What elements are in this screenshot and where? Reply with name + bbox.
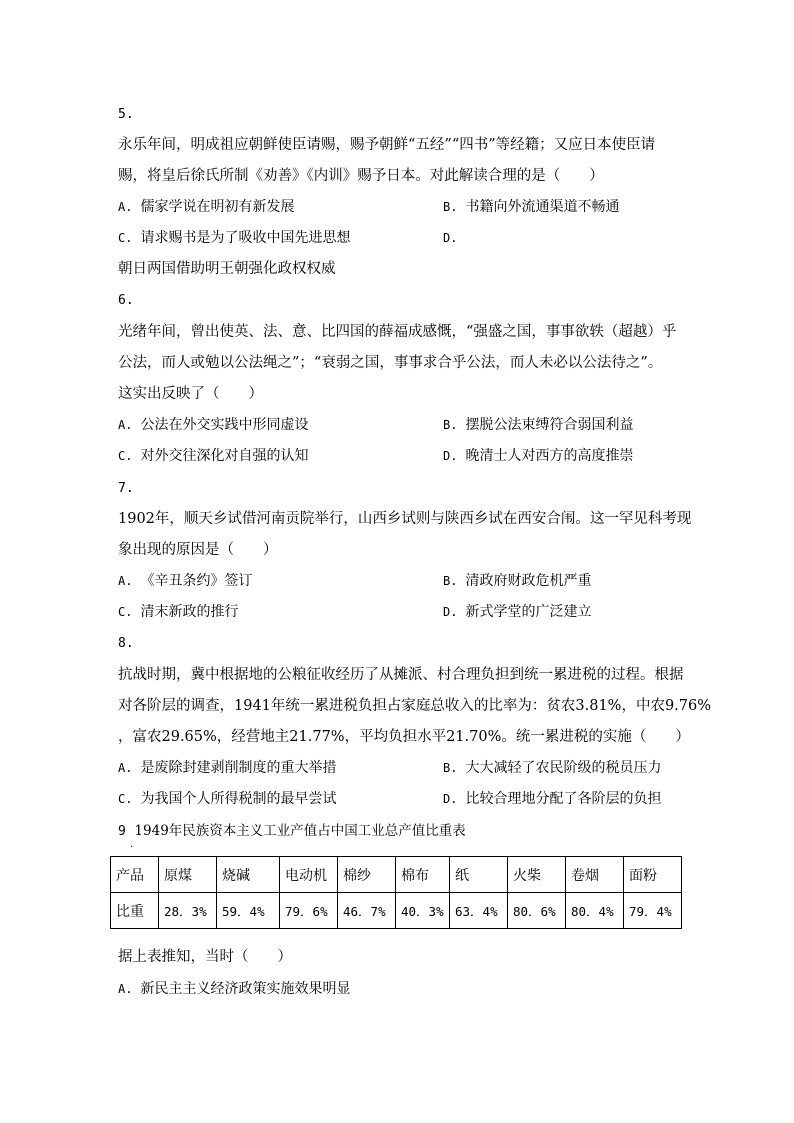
question-6-option-d[interactable] <box>443 447 633 465</box>
question-7-option-b[interactable] <box>443 572 591 590</box>
option-label: C. <box>118 449 133 463</box>
question-6-stem-line-2: 公法，而人或勉以公法绳之”；“衰弱之国，事事求合乎公法，而人未必以公法待之”。 <box>118 355 663 371</box>
option-label: D. <box>443 231 458 245</box>
option-text: 清末新政的推行 <box>140 604 239 620</box>
question-8-stem-line-1: 抗战时期，冀中根据地的公粮征收经历了从摊派、村合理负担到统一累进税的过程。根据 <box>118 667 684 683</box>
question-6-option-c[interactable] <box>118 447 308 465</box>
option-text: 新式学堂的广泛建立 <box>465 604 592 620</box>
question-9-header <box>118 822 678 841</box>
option-text: 摆脱公法束缚符合弱国利益 <box>465 417 634 433</box>
option-label: B. <box>443 200 458 214</box>
question-8-option-d[interactable] <box>443 790 661 808</box>
table-row-header: 比重 <box>111 893 159 929</box>
option-label: A. <box>118 761 133 775</box>
table-cell: 纸 <box>450 857 508 893</box>
question-5-option-d-text: 朝日两国借助明王朝强化政权权威 <box>118 261 336 277</box>
option-label: B. <box>443 761 458 775</box>
question-8-stem-line-3: ，富农29.65%，经营地主21.77%，平均负担水平21.70%。统一累进税的实施（ ） <box>118 729 690 745</box>
table-cell: 面粉 <box>624 857 682 893</box>
option-text: 是废除封建剥削制度的重大举措 <box>140 760 337 776</box>
table-cell: 原煤 <box>159 857 217 893</box>
question-6-stem-line-1: 光绪年间，曾出使英、法、意、比四国的薛福成感慨，“强盛之国，事事欲轶（超越）乎 <box>118 324 677 340</box>
option-label: D. <box>443 449 458 463</box>
question-8-option-a[interactable] <box>118 759 336 777</box>
option-text: 晚清士人对西方的高度推崇 <box>465 448 634 464</box>
question-7-option-a[interactable] <box>118 572 252 590</box>
table-cell: 卷烟 <box>566 857 624 893</box>
question-6-number: 6. <box>118 293 134 308</box>
option-text: 为我国个人所得税制的最早尝试 <box>140 791 337 807</box>
table-cell: 28．3% <box>159 893 217 929</box>
table-cell: 59．4% <box>217 893 280 929</box>
table-cell: 棉布 <box>396 857 450 893</box>
question-8-option-c[interactable] <box>118 790 336 808</box>
option-label: C. <box>118 231 133 245</box>
question-5-stem-line-2: 赐，将皇后徐氏所制《劝善》《内训》赐予日本。对此解读合理的是（ ） <box>118 168 604 184</box>
question-7-number: 7. <box>118 481 134 496</box>
table-cell: 火柴 <box>508 857 566 893</box>
question-6-option-b[interactable] <box>443 416 633 434</box>
option-label: A. <box>118 982 133 996</box>
table-row-products <box>111 857 682 893</box>
question-8-number: 8. <box>118 636 134 651</box>
table-row-header: 产品 <box>111 857 159 893</box>
option-label: B. <box>443 418 458 432</box>
table-cell: 79．4% <box>624 893 682 929</box>
question-7-stem-line-1: 1902年，顺天乡试借河南贡院举行，山西乡试则与陕西乡试在西安合闱。这一罕见科考现 <box>118 511 692 527</box>
table-title: 1949年民族资本主义工业产值占中国工业总产值比重表 <box>134 823 466 839</box>
question-8-option-b[interactable] <box>443 759 661 777</box>
option-label: C. <box>118 605 133 619</box>
table-cell: 63．4% <box>450 893 508 929</box>
option-text: 公法在外交实践中形同虚设 <box>140 417 309 433</box>
option-text: 请求赐书是为了吸收中国先进思想 <box>140 230 351 246</box>
table-cell: 烧碱 <box>217 857 280 893</box>
option-text: 对外交往深化对自强的认知 <box>140 448 309 464</box>
question-5-option-d[interactable] <box>443 229 465 247</box>
table-cell: 80．6% <box>508 893 566 929</box>
question-9-option-a[interactable] <box>118 980 350 998</box>
question-9-stem: 据上表推知，当时（ ） <box>118 949 292 965</box>
question-7-option-c[interactable] <box>118 603 238 621</box>
option-label: D. <box>443 792 458 806</box>
option-text: 《辛丑条约》签订 <box>140 573 253 589</box>
question-5-option-c[interactable] <box>118 229 350 247</box>
question-5-number: 5. <box>118 107 134 122</box>
option-label: B. <box>443 574 458 588</box>
option-label: A. <box>118 200 133 214</box>
option-label: C. <box>118 792 133 806</box>
option-text: 儒家学说在明初有新发展 <box>140 199 295 215</box>
option-label: A. <box>118 574 133 588</box>
question-7-stem-line-2: 象出现的原因是（ ） <box>118 542 278 558</box>
question-9-number: 9 <box>118 824 126 839</box>
table-row-shares <box>111 893 682 929</box>
option-text: 清政府财政危机严重 <box>465 573 592 589</box>
table-cell: 40．3% <box>396 893 450 929</box>
question-9-dot: . <box>130 839 134 850</box>
question-6-option-a[interactable] <box>118 416 308 434</box>
question-8-stem-line-2: 对各阶层的调查，1941年统一累进税负担占家庭总收入的比率为：贫农3.81%，中农9.76% <box>118 698 712 714</box>
option-text: 比较合理地分配了各阶层的负担 <box>465 791 662 807</box>
question-5-stem-line-1: 永乐年间，明成祖应朝鲜使臣请赐，赐予朝鲜“五经”“四书”等经籍；又应日本使臣请 <box>118 137 656 153</box>
option-label: D. <box>443 605 458 619</box>
option-text: 书籍向外流通渠道不畅通 <box>465 199 620 215</box>
table-cell: 棉纱 <box>338 857 396 893</box>
question-6-stem-line-3: 这实出反映了（ ） <box>118 386 263 402</box>
option-text: 新民主主义经济政策实施效果明显 <box>140 981 351 997</box>
question-5-option-a[interactable] <box>118 198 294 216</box>
table-cell: 80．4% <box>566 893 624 929</box>
question-7-option-d[interactable] <box>443 603 591 621</box>
option-label: A. <box>118 418 133 432</box>
table-cell: 79．6% <box>280 893 338 929</box>
industry-share-table <box>110 856 682 929</box>
table-cell: 电动机 <box>280 857 338 893</box>
option-text: 大大减轻了农民阶级的税员压力 <box>465 760 662 776</box>
table-cell: 46．7% <box>338 893 396 929</box>
question-5-option-b[interactable] <box>443 198 619 216</box>
